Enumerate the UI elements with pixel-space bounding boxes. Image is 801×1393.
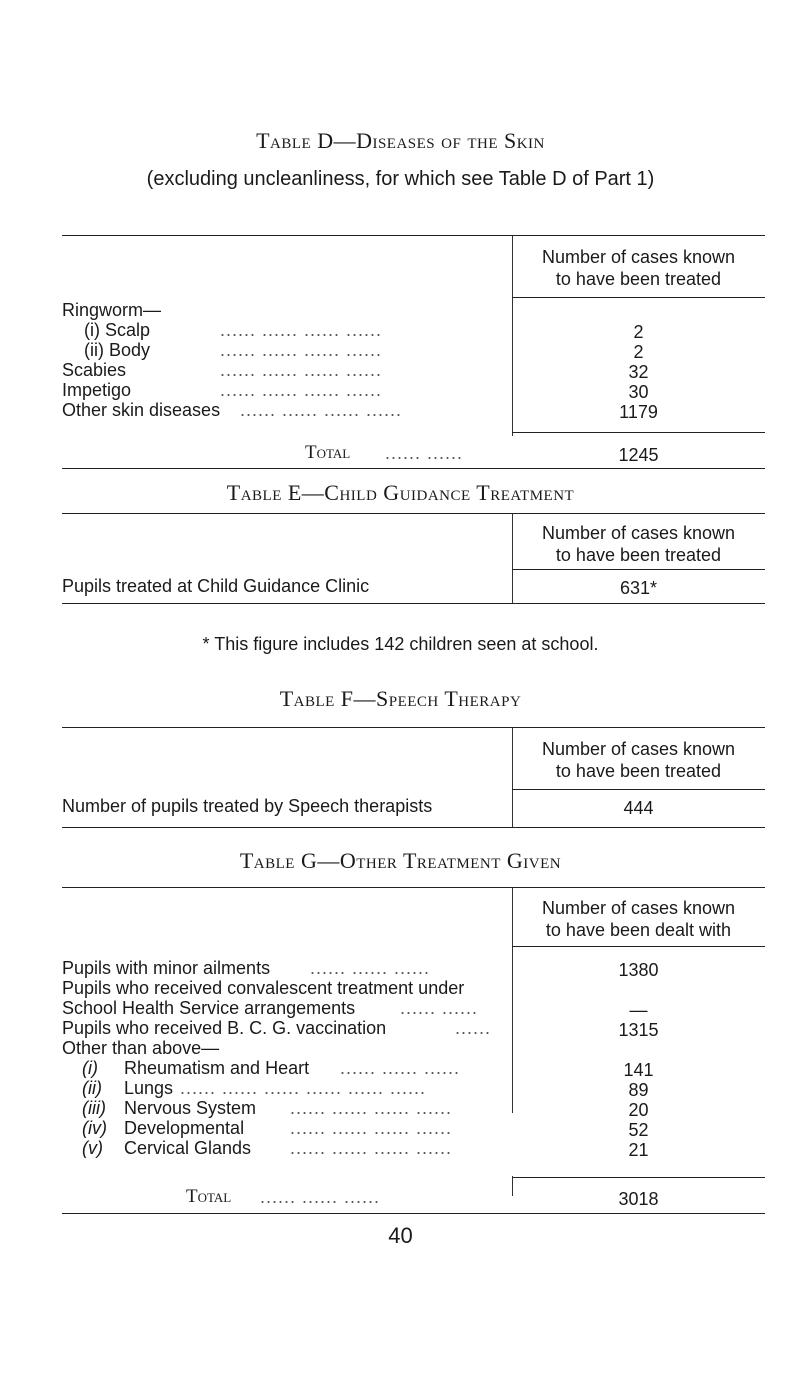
- column-header-line-2: to have been treated: [555, 545, 722, 565]
- table-f-column-header: [512, 738, 765, 782]
- sub-row-number: (iv): [82, 1118, 107, 1138]
- row-label: Other skin diseases: [62, 400, 221, 420]
- sub-row-label: Developmental: [124, 1118, 245, 1138]
- leader-dots: ...... ...... ...... ......: [220, 340, 383, 360]
- leader-dots: ...... ...... ...... ......: [240, 400, 403, 420]
- table-e-top-rule: [62, 513, 765, 514]
- table-row-value: 1380: [618, 960, 659, 980]
- leader-dots: ...... ...... ...... ......: [290, 1138, 453, 1158]
- row-label: Scabies: [62, 360, 127, 380]
- table-row: [62, 400, 220, 420]
- table-e-footnote: * This figure includes 142 children seen at school.: [202, 634, 599, 654]
- table-row: [84, 340, 150, 360]
- table-d-column-header: [512, 246, 765, 290]
- row-value: 32: [628, 362, 649, 382]
- row-value: 1179: [619, 402, 658, 422]
- table-e-column-header: [512, 522, 765, 566]
- table-g-total-rule: [512, 1177, 765, 1178]
- row-label: Impetigo: [62, 380, 132, 400]
- table-row-value: 1315: [618, 1020, 659, 1040]
- leader-dots: ...... ...... ...... ...... ...... ......: [180, 1078, 427, 1098]
- leader-dots: ...... ...... ...... ......: [220, 380, 383, 400]
- table-d-title: Table D—Diseases of the Skin: [256, 128, 545, 153]
- sub-row-label: Rheumatism and Heart: [124, 1058, 310, 1078]
- leader-dots: ...... ...... ...... ......: [290, 1118, 453, 1138]
- table-e-row-value: 631*: [619, 578, 658, 598]
- sub-row-label: Cervical Glands: [124, 1138, 252, 1158]
- sub-row-value: 141: [623, 1060, 654, 1080]
- total-label: Total: [305, 442, 351, 463]
- column-header-line-1: Number of cases known: [541, 739, 736, 759]
- table-row: [84, 320, 150, 340]
- table-g-column-header: [512, 897, 765, 941]
- total-label: Total: [186, 1186, 232, 1207]
- table-e-title: Table E—Child Guidance Treatment: [226, 480, 575, 505]
- table-f-bottom-rule: [62, 827, 765, 828]
- leader-dots: ...... ...... ...... ......: [220, 360, 383, 380]
- row-label: (ii) Body: [84, 340, 151, 360]
- row-label: (i) Scalp: [84, 320, 151, 340]
- leader-dots: ...... ......: [385, 443, 464, 463]
- row-value: 2: [633, 342, 644, 362]
- leader-dots: ...... ...... ......: [260, 1187, 381, 1207]
- sub-row-number: (ii): [82, 1078, 102, 1098]
- table-f-row-value: 444: [623, 798, 654, 818]
- column-header-line-2: to have been treated: [555, 269, 722, 289]
- sub-row-number: (i): [82, 1058, 98, 1078]
- table-e-row-label: Pupils treated at Child Guidance Clinic: [62, 576, 370, 596]
- table-row-label: Pupils who received convalescent treatment under: [62, 978, 465, 998]
- leader-dots: ...... ...... ......: [340, 1058, 461, 1078]
- leader-dots: ...... ...... ...... ......: [290, 1098, 453, 1118]
- table-d-total-rule: [512, 432, 765, 433]
- table-f-top-rule: [62, 727, 765, 728]
- leader-dots: ......: [455, 1018, 492, 1038]
- table-row-value: —: [629, 1000, 648, 1020]
- table-f-header-rule: [512, 789, 765, 790]
- leader-dots: ...... ...... ...... ......: [220, 320, 383, 340]
- table-g-top-rule: [62, 887, 765, 888]
- table-d-subtitle: (excluding uncleanliness, for which see Table D of Part 1): [146, 168, 655, 190]
- column-header-line-1: Number of cases known: [541, 247, 736, 267]
- table-e-bottom-rule: [62, 603, 765, 604]
- table-f-title: Table F—Speech Therapy: [279, 686, 522, 711]
- table-row-label: Other than above—: [62, 1038, 220, 1058]
- table-d-bottom-rule: [62, 468, 765, 469]
- leader-dots: ...... ......: [400, 998, 479, 1018]
- row-value: 30: [628, 382, 649, 402]
- table-e-header-rule: [512, 569, 765, 570]
- page-number: 40: [388, 1223, 413, 1248]
- sub-row-value: 21: [628, 1140, 649, 1160]
- table-g-bottom-rule: [62, 1213, 765, 1214]
- column-header-line-1: Number of cases known: [541, 898, 736, 918]
- sub-row-number: (iii): [82, 1098, 106, 1118]
- table-row-label: Pupils who received B. C. G. vaccination: [62, 1018, 387, 1038]
- column-header-line-1: Number of cases known: [541, 523, 736, 543]
- sub-row-label: Lungs: [124, 1078, 174, 1098]
- total-value: 3018: [618, 1189, 659, 1209]
- table-g-header-rule: [512, 946, 765, 947]
- sub-row-label: Nervous System: [124, 1098, 257, 1118]
- leader-dots: ...... ...... ......: [310, 958, 431, 978]
- table-g-title: Table G—Other Treatment Given: [239, 848, 562, 873]
- column-header-line-2: to have been dealt with: [545, 920, 732, 940]
- sub-row-number: (v): [82, 1138, 103, 1158]
- row-value: 2: [633, 322, 644, 342]
- table-row: [62, 360, 126, 380]
- column-header-line-2: to have been treated: [555, 761, 722, 781]
- total-value: 1245: [618, 445, 659, 465]
- table-d-header-rule: [512, 297, 765, 298]
- table-f-row-label: Number of pupils treated by Speech therapists: [62, 796, 433, 816]
- sub-row-value: 89: [628, 1080, 649, 1100]
- table-d-top-rule: [62, 235, 765, 236]
- table-row-label: Pupils with minor ailments: [62, 958, 271, 978]
- sub-row-value: 20: [628, 1100, 649, 1120]
- table-row: [62, 380, 131, 400]
- sub-row-value: 52: [628, 1120, 649, 1140]
- table-row-label: School Health Service arrangements: [62, 998, 356, 1018]
- ringworm-group-label: Ringworm—: [62, 300, 162, 320]
